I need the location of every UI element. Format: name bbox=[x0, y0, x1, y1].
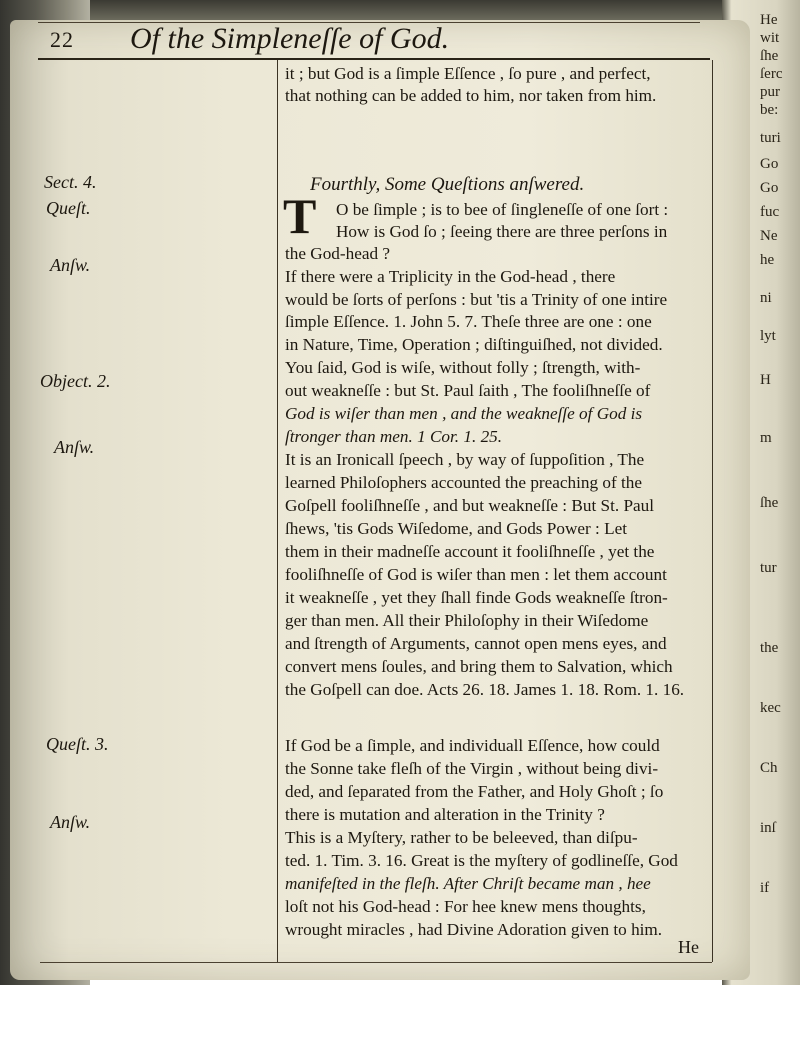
scan-background bbox=[0, 985, 800, 1045]
facing-page-fragment: ni bbox=[760, 290, 772, 306]
facing-page-fragment: Ne bbox=[760, 228, 778, 244]
facing-page-fragment: pur bbox=[760, 84, 780, 100]
margin-note: Anſw. bbox=[54, 437, 95, 457]
section-heading: Fourthly, Some Queſtions anſwered. bbox=[310, 175, 585, 195]
margin-note: Sect. 4. bbox=[44, 172, 97, 192]
facing-page-fragment: turi bbox=[760, 130, 781, 146]
running-title: Of the Simpleneſſe of God. bbox=[130, 22, 450, 55]
facing-page-fragment: He bbox=[760, 12, 778, 28]
text-line: ſtronger than men. 1 Cor. 1. 25. bbox=[285, 427, 503, 446]
facing-page-fragment: fuc bbox=[760, 204, 780, 220]
text-line: and ſtrength of Arguments, cannot open mens eyes, and bbox=[285, 634, 667, 653]
text-line: fooliſhneſſe of God is wiſer than men : let them account bbox=[285, 565, 667, 584]
text-frame-right-rule bbox=[712, 60, 713, 962]
text-line: the God-head ? bbox=[285, 244, 390, 263]
text-line: ger than men. All their Philoſophy in their Wiſedome bbox=[285, 611, 649, 630]
text-line: learned Philoſophers accounted the preaching of the bbox=[285, 473, 642, 492]
text-line: ded, and ſeparated from the Father, and Holy Ghoſt ; ſo bbox=[285, 782, 664, 801]
facing-page-fragment: the bbox=[760, 640, 779, 656]
text-line: would be ſorts of perſons : but 'tis a Trinity of one intire bbox=[285, 290, 668, 309]
facing-page-fragment: Ch bbox=[760, 760, 778, 776]
text-line: manifeſted in the fleſh. After Chriſt became man , hee bbox=[285, 874, 651, 893]
text-line: How is God ſo ; ſeeing there are three perſons in bbox=[336, 222, 668, 241]
facing-page-fragment: kec bbox=[760, 700, 781, 716]
page-number: 22 bbox=[50, 27, 74, 52]
facing-page-fragment: lyt bbox=[760, 328, 776, 344]
text-line: ſhews, 'tis Gods Wiſedome, and Gods Power : Let bbox=[285, 519, 627, 538]
catchword: He bbox=[678, 937, 699, 957]
text-line: out weakneſſe : but St. Paul ſaith , The fooliſhneſſe of bbox=[285, 381, 651, 400]
drop-cap: T bbox=[283, 188, 317, 244]
text-line: them in their madneſſe account it fooliſhneſſe , yet the bbox=[285, 542, 655, 561]
header-rule bbox=[38, 58, 710, 60]
text-line: It is an Ironicall ſpeech , by way of ſuppoſition , The bbox=[285, 450, 645, 469]
text-line: the Sonne take fleſh of the Virgin , without being divi- bbox=[285, 759, 659, 778]
facing-page-fragment: be: bbox=[760, 102, 779, 118]
text-line: This is a Myſtery, rather to be beleeved, than diſpu- bbox=[285, 828, 638, 847]
facing-page-fragment: ſerc bbox=[760, 66, 783, 82]
bottom-rule bbox=[40, 962, 712, 963]
margin-note: Queſt. bbox=[46, 198, 91, 218]
text-frame-left-rule bbox=[277, 60, 278, 962]
margin-note: Queſt. 3. bbox=[46, 734, 109, 754]
text-line: that nothing can be added to him, nor taken from him. bbox=[285, 86, 657, 105]
text-line: O be ſimple ; is to bee of ſingleneſſe of one ſort : bbox=[336, 200, 669, 219]
text-line: convert mens ſoules, and bring them to Salvation, which bbox=[285, 657, 673, 676]
facing-page-fragment: tur bbox=[760, 560, 777, 576]
text-line: there is mutation and alteration in the Trinity ? bbox=[285, 805, 605, 824]
text-line: God is wiſer than men , and the weakneſſe of God is bbox=[285, 404, 643, 423]
text-line: If there were a Triplicity in the God-head , there bbox=[285, 267, 616, 286]
margin-note: Anſw. bbox=[50, 255, 91, 275]
facing-page-fragment: inſ bbox=[760, 820, 776, 836]
facing-page-fragment: if bbox=[760, 880, 770, 896]
facing-page-fragment: ſhe bbox=[760, 48, 779, 64]
text-line: ſimple Eſſence. 1. John 5. 7. Theſe three are one : one bbox=[285, 312, 652, 331]
margin-note: Anſw. bbox=[50, 812, 91, 832]
text-line: wrought miracles , had Divine Adoration given to him. bbox=[285, 920, 663, 939]
facing-page-fragment: Go bbox=[760, 156, 779, 172]
facing-page-fragment: ſhe bbox=[760, 495, 779, 511]
facing-page-fragment: he bbox=[760, 252, 775, 268]
facing-page-fragment: m bbox=[760, 430, 772, 446]
text-line: If God be a ſimple, and individuall Eſſence, how could bbox=[285, 736, 660, 755]
text-line: the Goſpell can doe. Acts 26. 18. James 1. 18. Rom. 1. 16. bbox=[285, 680, 685, 699]
text-line: ted. 1. Tim. 3. 16. Great is the myſtery of godlineſſe, God bbox=[285, 851, 678, 870]
facing-page-fragment: wit bbox=[760, 30, 780, 46]
text-line: it ; but God is a ſimple Eſſence , ſo pure , and perfect, bbox=[285, 64, 651, 83]
text-line: it weakneſſe , yet they ſhall finde Gods weakneſſe ſtron- bbox=[285, 588, 668, 607]
text-line: in Nature, Time, Operation ; diſtinguiſhed, not divided. bbox=[285, 335, 663, 354]
text-line: You ſaid, God is wiſe, without folly ; ſtrength, with- bbox=[285, 358, 641, 377]
text-line: loſt not his God-head : For hee knew mens thoughts, bbox=[285, 897, 646, 916]
facing-page-fragment: H bbox=[760, 372, 771, 388]
margin-note: Object. 2. bbox=[40, 371, 111, 391]
facing-page-fragment: Go bbox=[760, 180, 779, 196]
text-line: Goſpell fooliſhneſſe , and but weakneſſe : But St. Paul bbox=[285, 496, 654, 515]
